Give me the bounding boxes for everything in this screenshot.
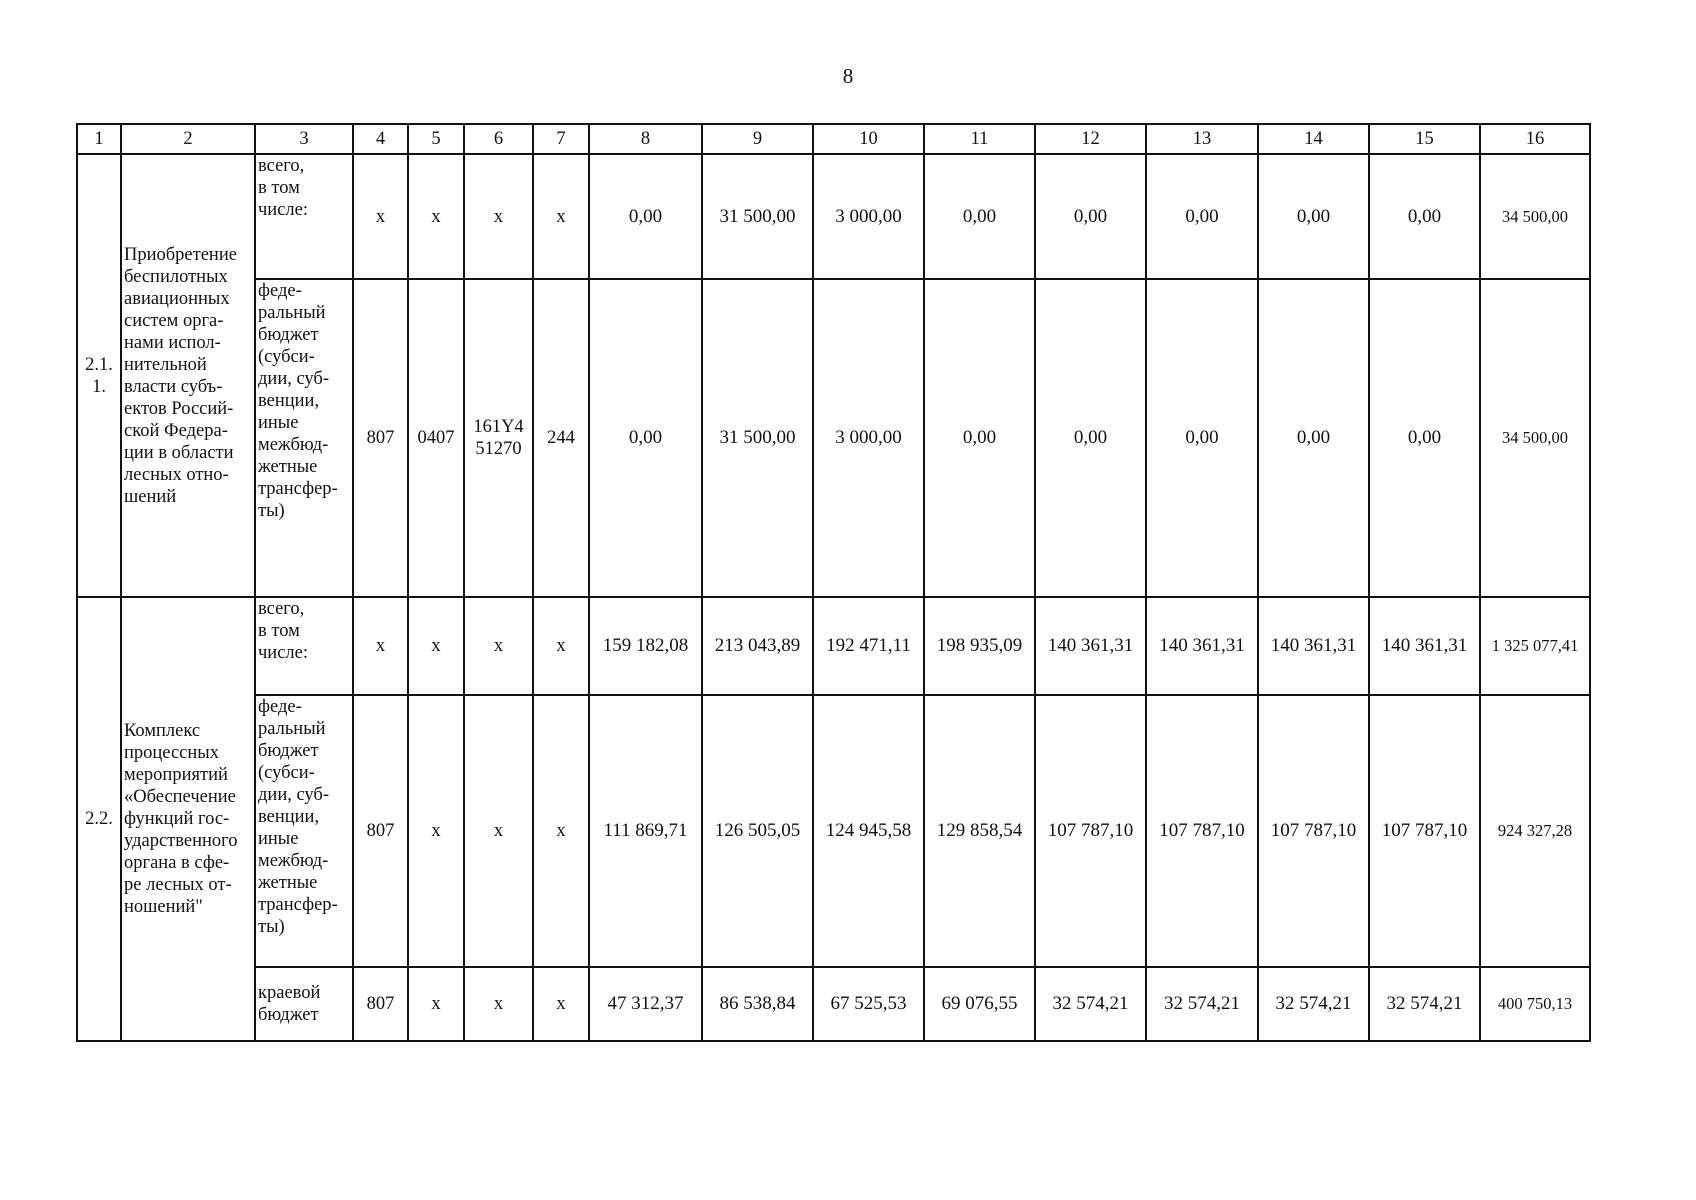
- value-cell: 0,00: [1258, 154, 1369, 279]
- value-cell: 32 574,21: [1258, 967, 1369, 1041]
- page-number: 8: [842, 64, 854, 88]
- sum-cell: 1 325 077,41: [1480, 597, 1590, 695]
- value-cell: 124 945,58: [813, 695, 924, 967]
- header-cell: 4: [353, 124, 408, 154]
- value-cell: 107 787,10: [1035, 695, 1146, 967]
- value-cell: 0,00: [1035, 279, 1146, 597]
- value-cell: 140 361,31: [1369, 597, 1480, 695]
- value-cell: 140 361,31: [1258, 597, 1369, 695]
- code-cell: x: [408, 597, 464, 695]
- funding-source: всего, в том числе:: [255, 597, 353, 695]
- funding-source: краевой бюджет: [255, 967, 353, 1041]
- table-row: [77, 695, 1590, 967]
- value-cell: 86 538,84: [702, 967, 813, 1041]
- sum-cell: 34 500,00: [1480, 154, 1590, 279]
- funding-source: феде- ральный бюджет (субси- дии, суб- венции, иные межбюд- жетные трансфер- ты): [255, 279, 353, 597]
- row-name: Комплекс процессных мероприятий «Обеспечение функций гос- ударственного органа в сфе- ре лесных от- ношений": [121, 597, 255, 1041]
- value-cell: 140 361,31: [1035, 597, 1146, 695]
- header-row: [77, 124, 1590, 154]
- code-cell: x: [464, 597, 533, 695]
- table-row: [77, 279, 1590, 597]
- value-cell: 0,00: [1369, 154, 1480, 279]
- value-cell: 32 574,21: [1035, 967, 1146, 1041]
- code-cell: x: [408, 967, 464, 1041]
- header-cell: 11: [924, 124, 1035, 154]
- code-cell: 161Y4 51270: [464, 279, 533, 597]
- value-cell: 47 312,37: [589, 967, 702, 1041]
- value-cell: 129 858,54: [924, 695, 1035, 967]
- code-cell: x: [533, 967, 589, 1041]
- sum-cell: 400 750,13: [1480, 967, 1590, 1041]
- header-cell: 1: [77, 124, 121, 154]
- code-cell: 0407: [408, 279, 464, 597]
- value-cell: 107 787,10: [1258, 695, 1369, 967]
- header-cell: 5: [408, 124, 464, 154]
- value-cell: 0,00: [1146, 154, 1258, 279]
- value-cell: 67 525,53: [813, 967, 924, 1041]
- value-cell: 31 500,00: [702, 154, 813, 279]
- value-cell: 32 574,21: [1369, 967, 1480, 1041]
- code-cell: x: [464, 154, 533, 279]
- code-cell: x: [353, 597, 408, 695]
- code-cell: 807: [353, 967, 408, 1041]
- code-cell: x: [353, 154, 408, 279]
- header-cell: 6: [464, 124, 533, 154]
- value-cell: 0,00: [589, 154, 702, 279]
- value-cell: 0,00: [924, 279, 1035, 597]
- funding-source: всего, в том числе:: [255, 154, 353, 279]
- value-cell: 0,00: [924, 154, 1035, 279]
- value-cell: 31 500,00: [702, 279, 813, 597]
- table-row: [77, 967, 1590, 1041]
- value-cell: 198 935,09: [924, 597, 1035, 695]
- code-cell: x: [533, 154, 589, 279]
- code-cell: x: [533, 597, 589, 695]
- funding-source: феде- ральный бюджет (субси- дии, суб- венции, иные межбюд- жетные трансфер- ты): [255, 695, 353, 967]
- value-cell: 69 076,55: [924, 967, 1035, 1041]
- value-cell: 32 574,21: [1146, 967, 1258, 1041]
- sum-cell: 34 500,00: [1480, 279, 1590, 597]
- value-cell: 0,00: [589, 279, 702, 597]
- header-cell: 2: [121, 124, 255, 154]
- row-number: 2.2.: [77, 597, 121, 1041]
- code-cell: x: [533, 695, 589, 967]
- header-cell: 13: [1146, 124, 1258, 154]
- row-name: Приобретение беспилотных авиационных систем орга- нами испол- нительной власти субъ- ектов Россий- ской Федера- ции в области лесных отно- шений: [121, 154, 255, 597]
- value-cell: 3 000,00: [813, 279, 924, 597]
- header-cell: 7: [533, 124, 589, 154]
- header-cell: 16: [1480, 124, 1590, 154]
- header-cell: 12: [1035, 124, 1146, 154]
- value-cell: 0,00: [1258, 279, 1369, 597]
- value-cell: 213 043,89: [702, 597, 813, 695]
- header-cell: 8: [589, 124, 702, 154]
- table-row: [77, 154, 1590, 279]
- code-cell: 807: [353, 279, 408, 597]
- code-cell: x: [464, 695, 533, 967]
- value-cell: 0,00: [1146, 279, 1258, 597]
- value-cell: 111 869,71: [589, 695, 702, 967]
- value-cell: 192 471,11: [813, 597, 924, 695]
- value-cell: 0,00: [1369, 279, 1480, 597]
- header-cell: 3: [255, 124, 353, 154]
- value-cell: 159 182,08: [589, 597, 702, 695]
- budget-table: [76, 123, 1591, 1042]
- code-cell: 807: [353, 695, 408, 967]
- code-cell: x: [408, 695, 464, 967]
- value-cell: 126 505,05: [702, 695, 813, 967]
- code-cell: 244: [533, 279, 589, 597]
- code-cell: x: [464, 967, 533, 1041]
- value-cell: 0,00: [1035, 154, 1146, 279]
- value-cell: 107 787,10: [1369, 695, 1480, 967]
- sum-cell: 924 327,28: [1480, 695, 1590, 967]
- value-cell: 3 000,00: [813, 154, 924, 279]
- value-cell: 140 361,31: [1146, 597, 1258, 695]
- value-cell: 107 787,10: [1146, 695, 1258, 967]
- row-number: 2.1. 1.: [77, 154, 121, 597]
- table-row: [77, 597, 1590, 695]
- code-cell: x: [408, 154, 464, 279]
- header-cell: 10: [813, 124, 924, 154]
- header-cell: 15: [1369, 124, 1480, 154]
- header-cell: 14: [1258, 124, 1369, 154]
- header-cell: 9: [702, 124, 813, 154]
